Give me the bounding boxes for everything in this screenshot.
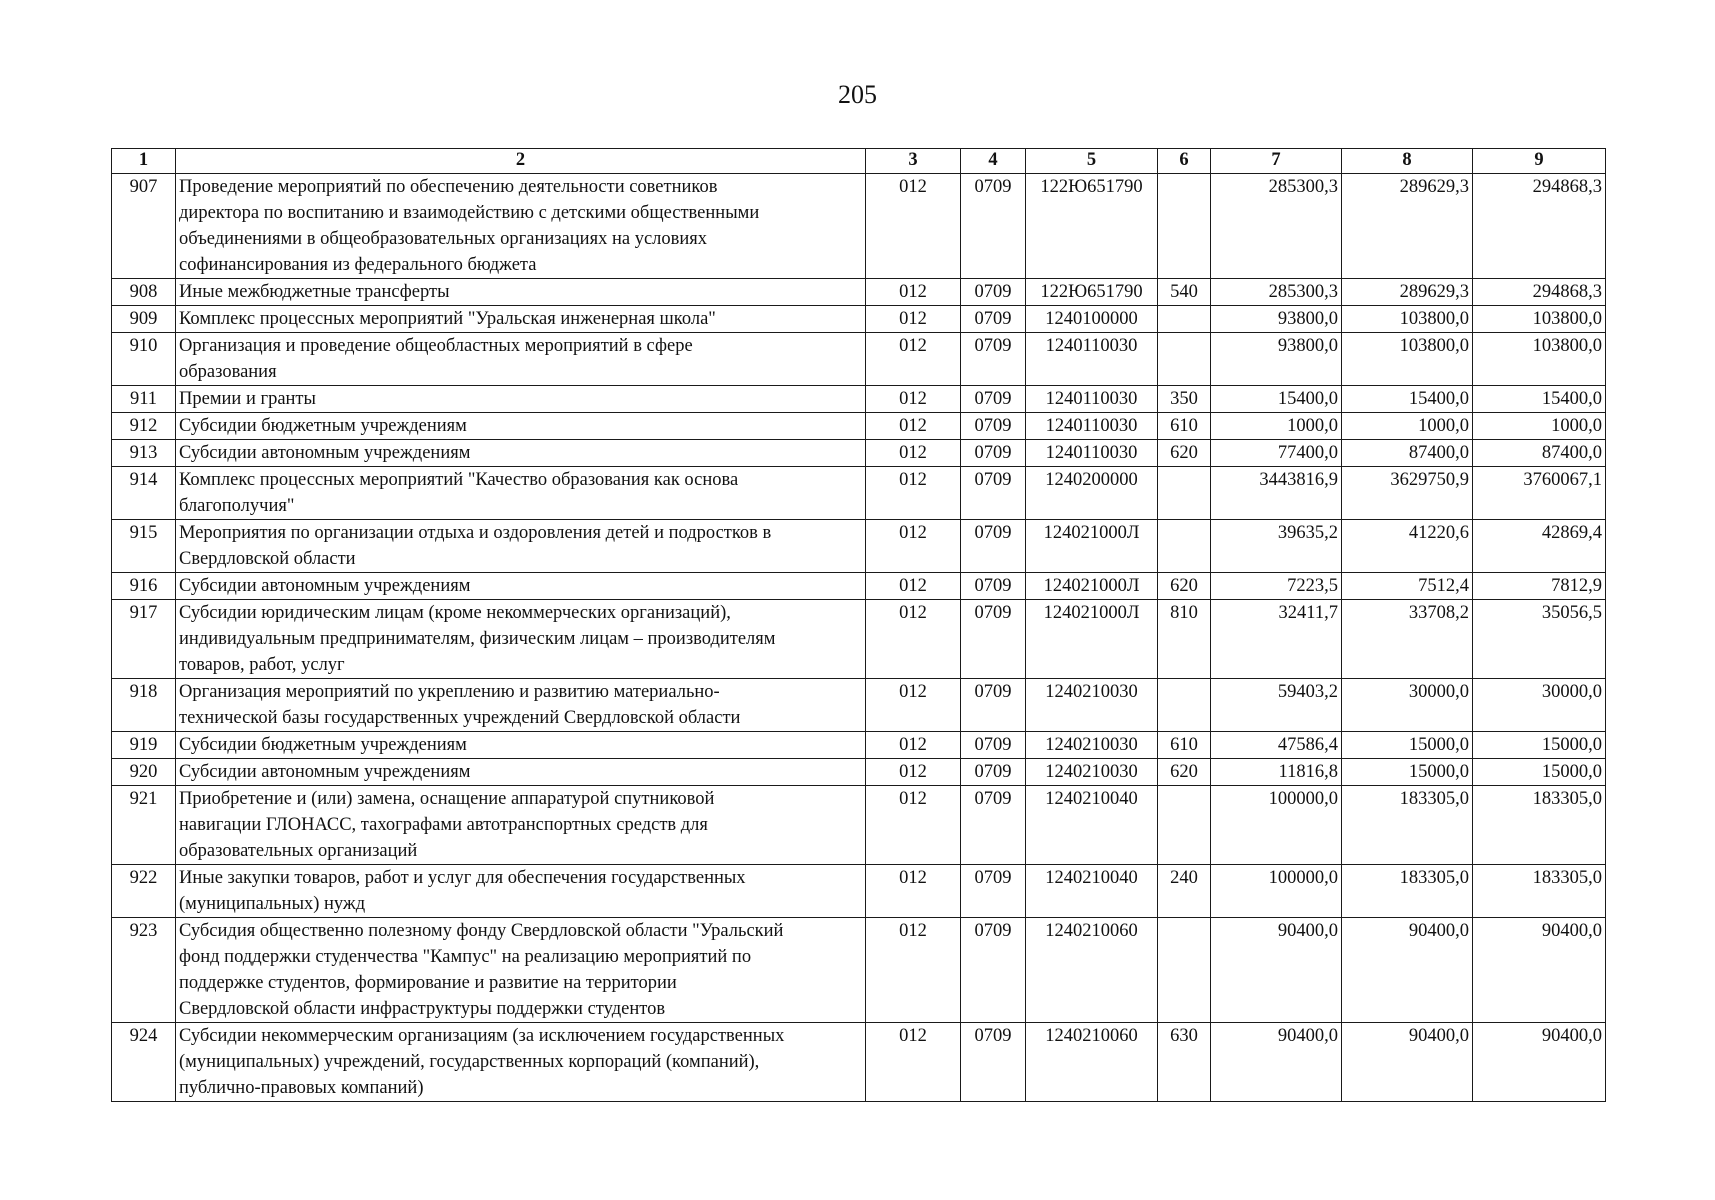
expense-type-code	[1158, 306, 1211, 333]
description-line: Субсидии юридическим лицам (кроме некоммерческих организаций),	[179, 603, 731, 623]
header-cell-7: 7	[1211, 149, 1342, 174]
row-description	[176, 333, 866, 386]
ministry-code: 012	[866, 386, 961, 413]
amount-col-9: 103800,0	[1473, 333, 1606, 386]
row-description	[176, 520, 866, 573]
amount-col-8: 33708,2	[1342, 600, 1473, 679]
target-article-code: 124021000Л	[1026, 600, 1158, 679]
amount-col-7: 32411,7	[1211, 600, 1342, 679]
budget-table	[111, 148, 1606, 1102]
expense-type-code	[1158, 679, 1211, 732]
description-line: публично-правовых компаний)	[179, 1078, 424, 1098]
row-description	[176, 467, 866, 520]
table-row	[112, 865, 1606, 918]
amount-col-8: 30000,0	[1342, 679, 1473, 732]
section-code: 0709	[961, 786, 1026, 865]
target-article-code: 1240110030	[1026, 386, 1158, 413]
expense-type-code: 620	[1158, 440, 1211, 467]
row-number: 912	[112, 413, 176, 440]
table-row	[112, 679, 1606, 732]
expense-type-code: 350	[1158, 386, 1211, 413]
target-article-code: 1240110030	[1026, 413, 1158, 440]
expense-type-code: 240	[1158, 865, 1211, 918]
row-description	[176, 386, 866, 413]
row-number: 918	[112, 679, 176, 732]
amount-col-8: 183305,0	[1342, 786, 1473, 865]
amount-col-9: 42869,4	[1473, 520, 1606, 573]
amount-col-7: 1000,0	[1211, 413, 1342, 440]
ministry-code: 012	[866, 573, 961, 600]
description-line: (муниципальных) нужд	[179, 894, 366, 914]
expense-type-code: 810	[1158, 600, 1211, 679]
amount-col-7: 11816,8	[1211, 759, 1342, 786]
ministry-code: 012	[866, 279, 961, 306]
row-number: 919	[112, 732, 176, 759]
section-code: 0709	[961, 386, 1026, 413]
amount-col-7: 3443816,9	[1211, 467, 1342, 520]
row-number: 924	[112, 1023, 176, 1102]
expense-type-code: 620	[1158, 759, 1211, 786]
amount-col-8: 15000,0	[1342, 732, 1473, 759]
amount-col-7: 285300,3	[1211, 174, 1342, 279]
description-line: Премии и гранты	[179, 389, 316, 409]
ministry-code: 012	[866, 1023, 961, 1102]
description-line: Мероприятия по организации отдыха и оздоровления детей и подростков в	[179, 523, 772, 543]
description-line: директора по воспитанию и взаимодействию с детскими общественными	[179, 203, 760, 223]
section-code: 0709	[961, 1023, 1026, 1102]
description-line: технической базы государственных учреждений Свердловской области	[179, 708, 741, 728]
row-number: 923	[112, 918, 176, 1023]
expense-type-code	[1158, 174, 1211, 279]
amount-col-7: 59403,2	[1211, 679, 1342, 732]
table-row	[112, 279, 1606, 306]
row-description	[176, 1023, 866, 1102]
amount-col-8: 90400,0	[1342, 918, 1473, 1023]
header-cell-4: 4	[961, 149, 1026, 174]
page-number: 205	[838, 80, 877, 109]
ministry-code: 012	[866, 786, 961, 865]
section-code: 0709	[961, 732, 1026, 759]
amount-col-8: 15400,0	[1342, 386, 1473, 413]
amount-col-9: 294868,3	[1473, 174, 1606, 279]
amount-col-8: 1000,0	[1342, 413, 1473, 440]
amount-col-8: 87400,0	[1342, 440, 1473, 467]
description-line: Организация мероприятий по укреплению и развитию материально-	[179, 682, 720, 702]
ministry-code: 012	[866, 918, 961, 1023]
section-code: 0709	[961, 865, 1026, 918]
amount-col-7: 47586,4	[1211, 732, 1342, 759]
description-line: Комплекс процессных мероприятий "Уральская инженерная школа"	[179, 309, 716, 329]
section-code: 0709	[961, 467, 1026, 520]
amount-col-9: 87400,0	[1473, 440, 1606, 467]
ministry-code: 012	[866, 679, 961, 732]
row-description	[176, 786, 866, 865]
ministry-code: 012	[866, 306, 961, 333]
row-description	[176, 918, 866, 1023]
target-article-code: 1240210030	[1026, 759, 1158, 786]
description-line: софинансирования из федерального бюджета	[179, 255, 537, 275]
description-line: (муниципальных) учреждений, государственных корпораций (компаний),	[179, 1052, 760, 1072]
amount-col-9: 90400,0	[1473, 918, 1606, 1023]
row-description	[176, 600, 866, 679]
ministry-code: 012	[866, 174, 961, 279]
target-article-code: 124021000Л	[1026, 520, 1158, 573]
description-line: поддержке студентов, формирование и развитие на территории	[179, 973, 677, 993]
amount-col-8: 289629,3	[1342, 174, 1473, 279]
amount-col-9: 183305,0	[1473, 786, 1606, 865]
target-article-code: 1240100000	[1026, 306, 1158, 333]
amount-col-9: 7812,9	[1473, 573, 1606, 600]
target-article-code: 1240110030	[1026, 440, 1158, 467]
description-line: Свердловской области инфраструктуры поддержки студентов	[179, 999, 666, 1019]
header-cell-2: 2	[176, 149, 866, 174]
header-cell-5: 5	[1026, 149, 1158, 174]
target-article-code: 1240210030	[1026, 679, 1158, 732]
description-line: Проведение мероприятий по обеспечению деятельности советников	[179, 177, 718, 197]
target-article-code: 122Ю651790	[1026, 279, 1158, 306]
amount-col-8: 183305,0	[1342, 865, 1473, 918]
section-code: 0709	[961, 279, 1026, 306]
table-row	[112, 786, 1606, 865]
section-code: 0709	[961, 306, 1026, 333]
header-cell-6: 6	[1158, 149, 1211, 174]
amount-col-7: 77400,0	[1211, 440, 1342, 467]
ministry-code: 012	[866, 759, 961, 786]
table-row	[112, 386, 1606, 413]
amount-col-9: 90400,0	[1473, 1023, 1606, 1102]
amount-col-9: 1000,0	[1473, 413, 1606, 440]
expense-type-code	[1158, 333, 1211, 386]
section-code: 0709	[961, 759, 1026, 786]
amount-col-9: 3760067,1	[1473, 467, 1606, 520]
amount-col-8: 3629750,9	[1342, 467, 1473, 520]
description-line: индивидуальным предпринимателям, физическим лицам – производителям	[179, 629, 776, 649]
section-code: 0709	[961, 174, 1026, 279]
amount-col-9: 15000,0	[1473, 732, 1606, 759]
amount-col-7: 93800,0	[1211, 333, 1342, 386]
table-row	[112, 573, 1606, 600]
amount-col-7: 7223,5	[1211, 573, 1342, 600]
amount-col-7: 15400,0	[1211, 386, 1342, 413]
description-line: Иные закупки товаров, работ и услуг для обеспечения государственных	[179, 868, 746, 888]
ministry-code: 012	[866, 467, 961, 520]
ministry-code: 012	[866, 440, 961, 467]
amount-col-9: 15400,0	[1473, 386, 1606, 413]
target-article-code: 124021000Л	[1026, 573, 1158, 600]
table-row	[112, 174, 1606, 279]
expense-type-code	[1158, 467, 1211, 520]
target-article-code: 1240110030	[1026, 333, 1158, 386]
table-row	[112, 732, 1606, 759]
description-line: Свердловской области	[179, 549, 356, 569]
description-line: Субсидии автономным учреждениям	[179, 576, 471, 596]
row-number: 915	[112, 520, 176, 573]
ministry-code: 012	[866, 520, 961, 573]
table-row	[112, 306, 1606, 333]
amount-col-7: 93800,0	[1211, 306, 1342, 333]
row-number: 922	[112, 865, 176, 918]
header-cell-9: 9	[1473, 149, 1606, 174]
row-description	[176, 440, 866, 467]
expense-type-code	[1158, 520, 1211, 573]
amount-col-9: 30000,0	[1473, 679, 1606, 732]
expense-type-code: 610	[1158, 413, 1211, 440]
expense-type-code: 630	[1158, 1023, 1211, 1102]
table-row	[112, 600, 1606, 679]
row-description	[176, 865, 866, 918]
header-row	[112, 149, 1606, 174]
amount-col-9: 183305,0	[1473, 865, 1606, 918]
target-article-code: 1240210060	[1026, 1023, 1158, 1102]
amount-col-7: 90400,0	[1211, 1023, 1342, 1102]
row-description	[176, 174, 866, 279]
ministry-code: 012	[866, 732, 961, 759]
target-article-code: 1240210040	[1026, 786, 1158, 865]
amount-col-8: 15000,0	[1342, 759, 1473, 786]
amount-col-8: 289629,3	[1342, 279, 1473, 306]
amount-col-7: 90400,0	[1211, 918, 1342, 1023]
row-number: 916	[112, 573, 176, 600]
table-row	[112, 918, 1606, 1023]
expense-type-code: 540	[1158, 279, 1211, 306]
description-line: Приобретение и (или) замена, оснащение аппаратурой спутниковой	[179, 789, 715, 809]
row-description	[176, 413, 866, 440]
description-line: Субсидия общественно полезному фонду Свердловской области "Уральский	[179, 921, 784, 941]
description-line: товаров, работ, услуг	[179, 655, 345, 675]
amount-col-8: 7512,4	[1342, 573, 1473, 600]
row-description	[176, 573, 866, 600]
amount-col-8: 90400,0	[1342, 1023, 1473, 1102]
description-line: Субсидии автономным учреждениям	[179, 443, 471, 463]
amount-col-9: 103800,0	[1473, 306, 1606, 333]
amount-col-8: 103800,0	[1342, 333, 1473, 386]
header-cell-1: 1	[112, 149, 176, 174]
amount-col-8: 103800,0	[1342, 306, 1473, 333]
table-row	[112, 440, 1606, 467]
section-code: 0709	[961, 573, 1026, 600]
description-line: образовательных организаций	[179, 841, 418, 861]
section-code: 0709	[961, 520, 1026, 573]
expense-type-code	[1158, 786, 1211, 865]
table-row	[112, 1023, 1606, 1102]
amount-col-8: 41220,6	[1342, 520, 1473, 573]
amount-col-7: 285300,3	[1211, 279, 1342, 306]
ministry-code: 012	[866, 413, 961, 440]
row-number: 913	[112, 440, 176, 467]
expense-type-code: 610	[1158, 732, 1211, 759]
table-row	[112, 759, 1606, 786]
amount-col-7: 100000,0	[1211, 865, 1342, 918]
header-cell-3: 3	[866, 149, 961, 174]
description-line: Субсидии бюджетным учреждениям	[179, 735, 467, 755]
row-description	[176, 759, 866, 786]
table-row	[112, 333, 1606, 386]
amount-col-7: 39635,2	[1211, 520, 1342, 573]
row-number: 921	[112, 786, 176, 865]
description-line: благополучия"	[179, 496, 295, 516]
row-number: 920	[112, 759, 176, 786]
section-code: 0709	[961, 600, 1026, 679]
expense-type-code: 620	[1158, 573, 1211, 600]
target-article-code: 122Ю651790	[1026, 174, 1158, 279]
table-row	[112, 413, 1606, 440]
table-body	[112, 174, 1606, 1102]
description-line: Субсидии автономным учреждениям	[179, 762, 471, 782]
section-code: 0709	[961, 679, 1026, 732]
description-line: объединениями в общеобразовательных организациях на условиях	[179, 229, 708, 249]
row-number: 911	[112, 386, 176, 413]
table-row	[112, 520, 1606, 573]
ministry-code: 012	[866, 333, 961, 386]
ministry-code: 012	[866, 865, 961, 918]
row-number: 908	[112, 279, 176, 306]
target-article-code: 1240210060	[1026, 918, 1158, 1023]
section-code: 0709	[961, 333, 1026, 386]
amount-col-7: 100000,0	[1211, 786, 1342, 865]
expense-type-code	[1158, 918, 1211, 1023]
amount-col-9: 294868,3	[1473, 279, 1606, 306]
description-line: образования	[179, 362, 277, 382]
description-line: Субсидии некоммерческим организациям (за исключением государственных	[179, 1026, 785, 1046]
section-code: 0709	[961, 440, 1026, 467]
section-code: 0709	[961, 413, 1026, 440]
target-article-code: 1240210040	[1026, 865, 1158, 918]
row-number: 917	[112, 600, 176, 679]
amount-col-9: 15000,0	[1473, 759, 1606, 786]
description-line: Организация и проведение общеобластных мероприятий в сфере	[179, 336, 693, 356]
description-line: Иные межбюджетные трансферты	[179, 282, 450, 302]
row-description	[176, 306, 866, 333]
target-article-code: 1240200000	[1026, 467, 1158, 520]
section-code: 0709	[961, 918, 1026, 1023]
description-line: Комплекс процессных мероприятий "Качество образования как основа	[179, 470, 739, 490]
table-row	[112, 467, 1606, 520]
row-number: 914	[112, 467, 176, 520]
description-line: фонд поддержки студенчества "Кампус" на реализацию мероприятий по	[179, 947, 752, 967]
description-line: Субсидии бюджетным учреждениям	[179, 416, 467, 436]
row-number: 910	[112, 333, 176, 386]
ministry-code: 012	[866, 600, 961, 679]
amount-col-9: 35056,5	[1473, 600, 1606, 679]
row-description	[176, 732, 866, 759]
row-description	[176, 679, 866, 732]
target-article-code: 1240210030	[1026, 732, 1158, 759]
description-line: навигации ГЛОНАСС, тахографами автотранспортных средств для	[179, 815, 708, 835]
row-number: 909	[112, 306, 176, 333]
row-description	[176, 279, 866, 306]
header-cell-8: 8	[1342, 149, 1473, 174]
row-number: 907	[112, 174, 176, 279]
